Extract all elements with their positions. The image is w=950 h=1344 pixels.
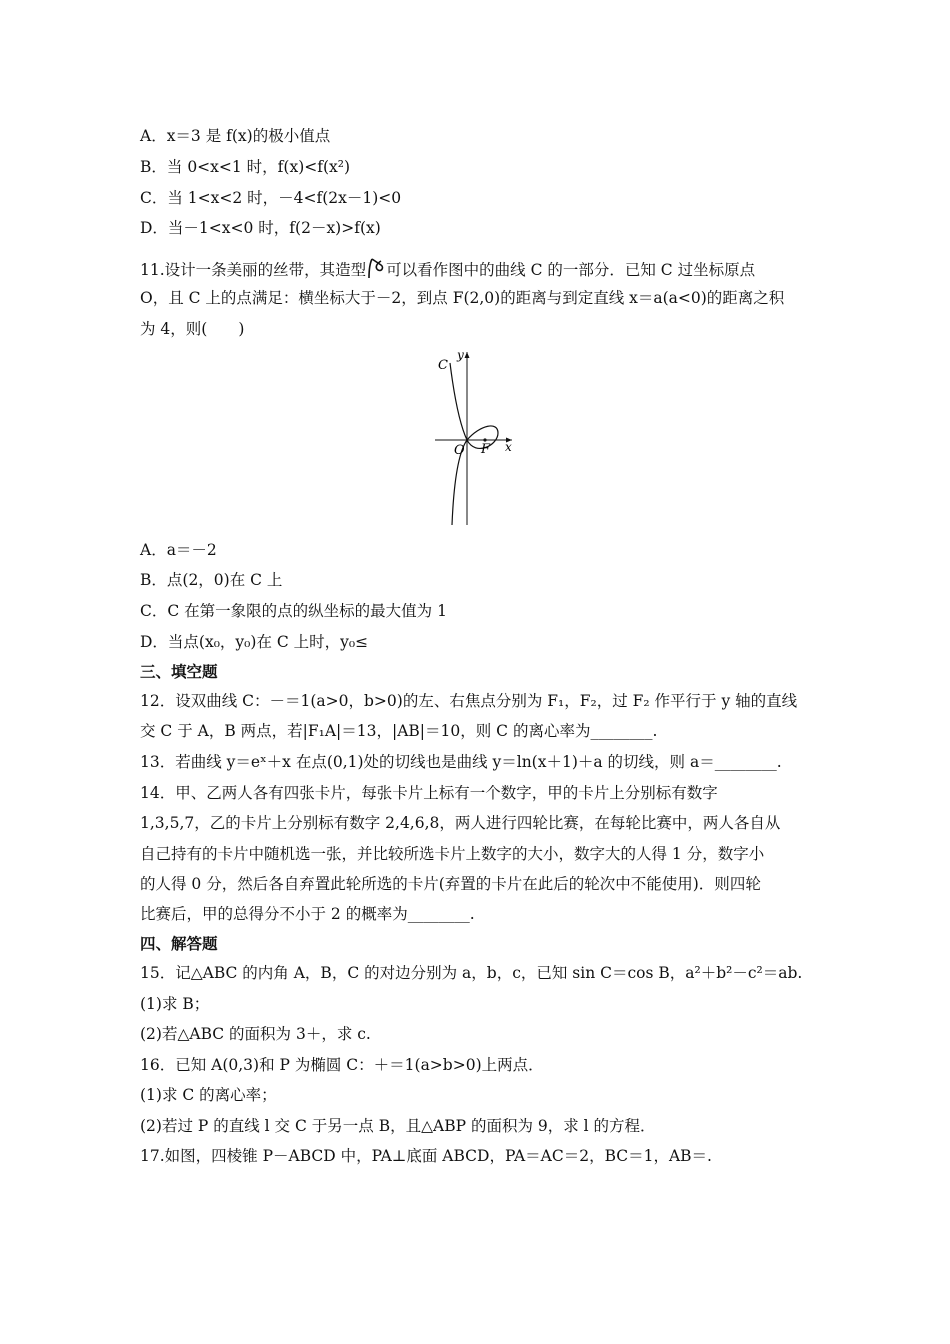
focus-label: F (481, 442, 491, 457)
q11-option-c: C．C 在第一象限的点的纵坐标的最大值为 1 (140, 602, 447, 620)
q11-line1 (140, 257, 820, 280)
q10-option-b: B．当 0<x<1 时，f(x)<f(x²) (140, 158, 351, 176)
y-axis-arrow-icon (465, 352, 470, 358)
q11-option-b: B．点(2，0)在 C 上 (140, 571, 283, 589)
q11-line1-a: 11.设计一条美丽的丝带，其造型 (140, 261, 367, 279)
q14-line4: 的人得 0 分，然后各自弃置此轮所选的卡片(弃置的卡片在此后的轮次中不能使用)．则四轮 (140, 875, 761, 893)
q11-line3: 为 4，则( ) (140, 320, 245, 338)
ribbon-icon (366, 257, 386, 279)
q15-part1: (1)求 B； (140, 995, 210, 1013)
q15-line1: 15．记△ABC 的内角 A，B，C 的对边分别为 a，b，c，已知 sin C＝cos B，a²＋b²－c²＝ab. (140, 964, 803, 982)
section4-title: 四、解答题 (140, 934, 218, 953)
q16-part1: (1)求 C 的离心率； (140, 1086, 277, 1104)
q11-option-a: A．a＝－2 (140, 541, 217, 559)
q14-line5: 比赛后，甲的总得分不小于 2 的概率为________. (140, 905, 475, 923)
y-axis-label: y (457, 348, 464, 362)
q15-part2: (2)若△ABC 的面积为 3＋，求 c. (140, 1025, 371, 1043)
curve-figure (430, 345, 520, 530)
q11-option-d: D．当点(x₀，y₀)在 C 上时，y₀≤ (140, 633, 369, 651)
q10-option-a: A．x＝3 是 f(x)的极小值点 (140, 127, 331, 145)
curve-label: C (438, 358, 448, 373)
q14-line1: 14．甲、乙两人各有四张卡片，每张卡片上标有一个数字，甲的卡片上分别标有数字 (140, 784, 718, 802)
origin-label: O (454, 443, 465, 458)
q16-part2: (2)若过 P 的直线 l 交 C 于另一点 B，且△ABP 的面积为 9，求 l 的方程． (140, 1117, 656, 1135)
q11-line2: O，且 C 上的点满足：横坐标大于－2，到点 F(2,0)的距离与到定直线 x＝a(a<0)的距离之积 (140, 289, 785, 307)
x-axis-label: x (505, 440, 512, 454)
q11-line1-b: 可以看作图中的曲线 C 的一部分．已知 C 过坐标原点 (386, 261, 756, 279)
q13: 13．若曲线 y＝eˣ＋x 在点(0,1)处的切线也是曲线 y＝ln(x＋1)＋a 的切线，则 a＝________. (140, 753, 782, 771)
q14-line3: 自己持有的卡片中随机选一张，并比较所选卡片上数字的大小，数字大的人得 1 分，数字小 (140, 845, 765, 863)
section3-title: 三、填空题 (140, 662, 218, 681)
q17: 17.如图，四棱锥 P－ABCD 中，PA⊥底面 ABCD，PA＝AC＝2，BC＝1，AB＝. (140, 1147, 712, 1165)
q10-option-d: D．当－1<x<0 时，f(2－x)>f(x) (140, 219, 381, 237)
q12-line1: 12．设双曲线 C：－＝1(a>0，b>0)的左、右焦点分别为 F₁，F₂，过 F₂ 作平行于 y 轴的直线 (140, 692, 798, 710)
q14-line2: 1,3,5,7，乙的卡片上分别标有数字 2,4,6,8，两人进行四轮比赛，在每轮比赛中，两人各自从 (140, 814, 781, 832)
q10-option-c: C．当 1<x<2 时，－4<f(2x－1)<0 (140, 189, 402, 207)
q12-line2: 交 C 于 A，B 两点，若|F₁A|＝13，|AB|＝10，则 C 的离心率为________. (140, 722, 658, 740)
q16-line1: 16．已知 A(0,3)和 P 为椭圆 C：＋＝1(a>b>0)上两点． (140, 1056, 544, 1074)
